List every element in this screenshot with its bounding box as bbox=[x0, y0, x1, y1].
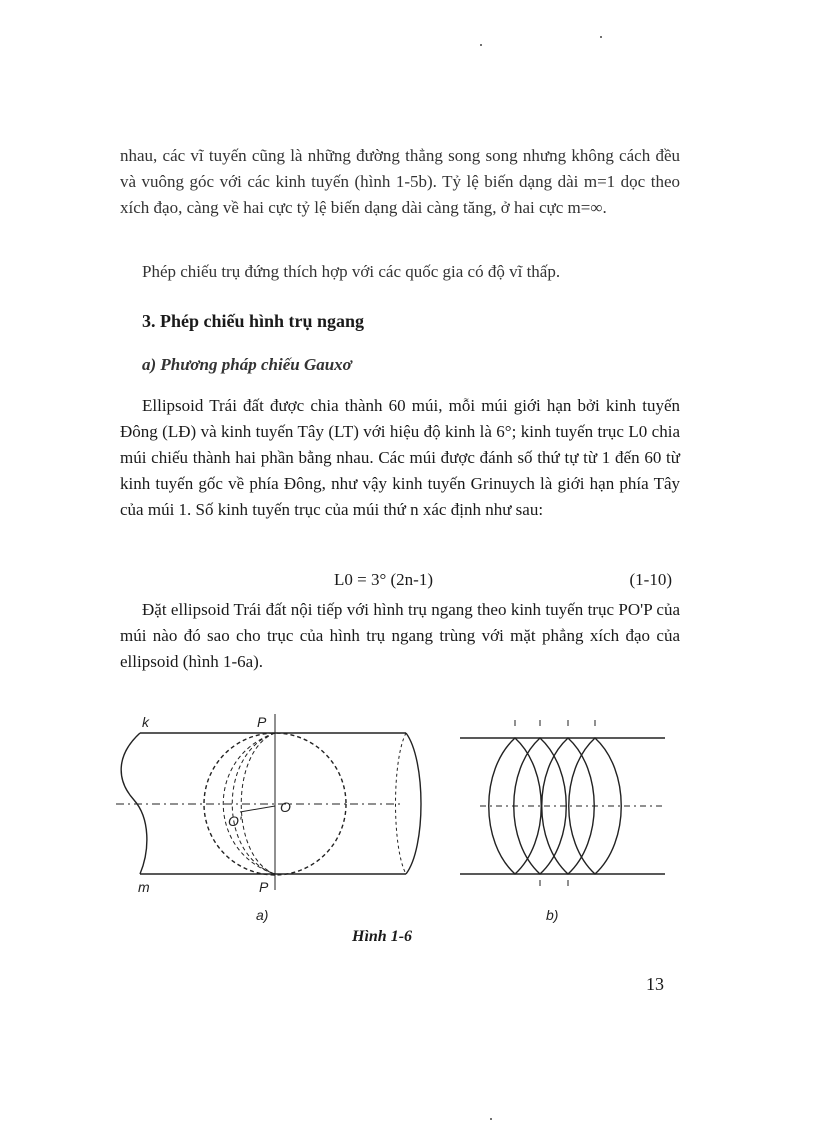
zone-drawing bbox=[460, 720, 665, 886]
label-k: k bbox=[142, 714, 149, 730]
body-paragraph-3: Ellipsoid Trái đất được chia thành 60 múi, mỗi múi giới hạn bởi kinh tuyến Đông (LĐ) và kinh tuyến Tây (LT) với hiệu độ kinh là 6°; kinh tuyến trục L0 chia múi chiếu thành hai phần bằng nhau. Các múi được đánh số thứ tự từ 1 đến 60 từ kinh tuyến gốc về phía Đông, như vậy kinh tuyến Grinuych là giới hạn phía Tây của múi 1. Số kinh tuyến trục của múi thứ n xác định như sau: bbox=[120, 396, 680, 519]
label-p-top: P bbox=[257, 714, 267, 730]
scan-speck bbox=[490, 1118, 492, 1120]
subfigure-a-label: a) bbox=[256, 907, 269, 923]
label-o-prime: O' bbox=[228, 813, 242, 829]
formula-number: (1-10) bbox=[629, 570, 672, 589]
scan-speck bbox=[480, 44, 482, 46]
cylinder-right-ellipse bbox=[406, 733, 421, 874]
label-p-bottom: P bbox=[259, 879, 269, 895]
figure-caption: Hình 1-6 bbox=[352, 928, 413, 945]
section-heading: 3. Phép chiếu hình trụ ngang bbox=[142, 311, 365, 331]
body-paragraph-2: Phép chiếu trụ đứng thích hợp với các quốc gia có độ vĩ thấp. bbox=[142, 262, 561, 281]
subfigure-b-label: b) bbox=[546, 907, 559, 923]
o-prime-line bbox=[240, 806, 275, 812]
label-m: m bbox=[138, 879, 150, 895]
body-paragraph-1: nhau, các vĩ tuyến cũng là những đường thẳng song song nhưng không cách đều và vuông góc với các kinh tuyến (hình 1-5b). Tỷ lệ biến dạng dài m=1 dọc theo xích đạo, càng về hai cực tỷ lệ biến dạng dài càng tăng, ở hai cực m=∞. bbox=[120, 146, 680, 217]
page-number: 13 bbox=[646, 974, 664, 994]
cylinder-drawing bbox=[116, 714, 421, 890]
figure-1-6 bbox=[110, 700, 690, 940]
label-o: O bbox=[280, 799, 291, 815]
cylinder-right-ellipse-back bbox=[396, 733, 407, 874]
body-paragraph-4: Đặt ellipsoid Trái đất nội tiếp với hình trụ ngang theo kinh tuyến trục PO'P của múi nào đó sao cho trục của hình trụ ngang trùng với mặt phẳng xích đạo của ellipsoid (hình 1-6a). bbox=[120, 600, 680, 671]
formula-row bbox=[120, 567, 680, 593]
formula-expression: L0 = 3° (2n-1) bbox=[334, 570, 434, 589]
section-subheading: a) Phương pháp chiếu Gauxơ bbox=[142, 355, 352, 374]
meridian-2 bbox=[232, 733, 275, 874]
scan-speck bbox=[600, 36, 602, 38]
